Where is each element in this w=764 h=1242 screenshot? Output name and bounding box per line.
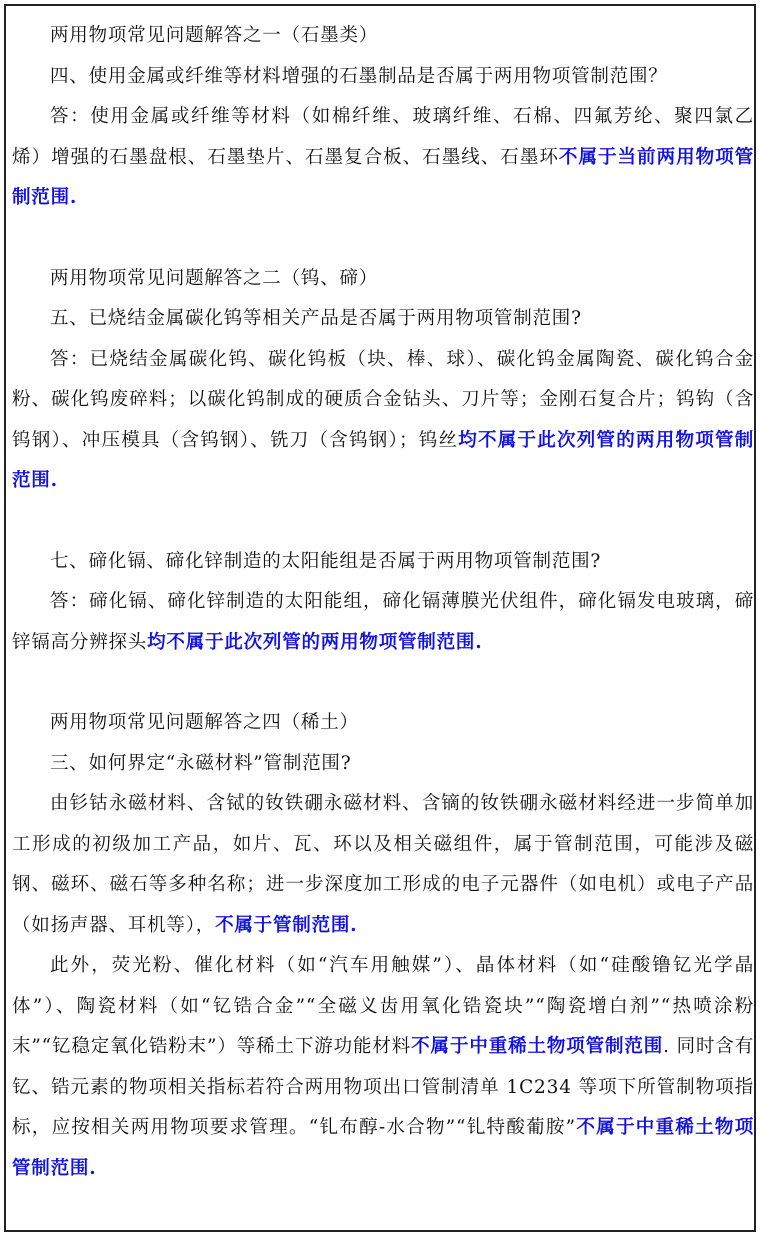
section-1-heading: 两用物项常见问题解答之一（石墨类） — [50, 25, 379, 46]
section-4-p2-highlight-b: 不属于中重稀土物项管制范围. — [12, 1117, 754, 1179]
section-2-answer — [12, 340, 754, 502]
section-2-answer-text: 答：已烧结金属碳化钨、碳化钨板（块、棒、球）、碳化钨金属陶瓷、碳化钨合金粉、碳化钨废碎料；以碳化钨制成的硬质合金钻头、刀片等；金刚石复合片；钨钩（含钨钢）、冲压模具（含钨钢）、铣刀（含钨钢）；钨丝 — [12, 348, 754, 451]
section-4-p2-highlight-a: 不属于中重稀土物项管制范围 — [411, 1036, 664, 1057]
section-2-heading: 两用物项常见问题解答之二（钨、碲） — [50, 267, 379, 289]
section-4-paragraph-2 — [12, 946, 754, 1189]
section-2-answer-highlight: 均不属于此次列管的两用物项管制范围. — [12, 429, 754, 491]
section-4-p2-text-a: 此外，荧光粉、催化材料（如“汽车用触媒”）、晶体材料（如“硅酸镥钇光学晶体”）、陶瓷材料（如“钇锆合金”“全磁义齿用氧化锆瓷块”“陶瓷增白剂”“热喷涂粉末”“钇稳定氧化锆粉末”）等稀土下游功能材料 — [12, 955, 754, 1057]
section-1-answer — [12, 97, 754, 219]
section-3-answer-text: 答：碲化镉、碲化锌制造的太阳能组，碲化镉薄膜光伏组件，碲化镉发电玻璃，碲锌镉高分辨探头 — [12, 591, 754, 653]
document-body — [12, 16, 754, 1189]
section-4-paragraph-1 — [12, 784, 754, 946]
section-1-answer-highlight: 不属于当前两用物项管制范围. — [12, 146, 754, 208]
section-4-p1-text: 由钐钴永磁材料、含铽的钕铁硼永磁材料、含镝的钕铁硼永磁材料经进一步简单加工形成的初级加工产品，如片、瓦、环以及相关磁组件，属于管制范围，可能涉及磁钢、磁环、磁石等多种名称；进一步深度加工形成的电子元器件（如电机）或电子产品（如扬声器、耳机等）， — [12, 793, 754, 936]
section-1-question: 四、使用金属或纤维等材料增强的石墨制品是否属于两用物项管制范围？ — [50, 65, 668, 87]
section-4-p1-highlight: 不属于管制范围. — [215, 914, 358, 936]
section-3-question: 七、碲化镉、碲化锌制造的太阳能组是否属于两用物项管制范围? — [50, 550, 602, 572]
section-spacer — [12, 502, 754, 542]
section-3-answer — [12, 582, 754, 663]
section-4-heading: 两用物项常见问题解答之四（稀土） — [50, 712, 359, 733]
section-1-answer-text: 答：使用金属或纤维等材料（如棉纤维、玻璃纤维、石棉、四氟芳纶、聚四氯乙烯）增强的石墨盘根、石墨垫片、石墨复合板、石墨线、石墨环 — [12, 106, 754, 168]
section-4-question: 三、如何界定“永磁材料”管制范围? — [50, 752, 352, 774]
section-4-p2-text-b: . 同时含有钇、锆元素的物项相关指标若符合两用物项出口管制清单 1C234 等项下所管制物项指标，应按相关两用物项要求管理。“钆布醇-水合物”“钆特酸葡胺” — [12, 1036, 755, 1138]
section-spacer — [12, 663, 754, 703]
section-2-question: 五、已烧结金属碳化钨等相关产品是否属于两用物项管制范围? — [50, 308, 582, 329]
section-3-answer-highlight: 均不属于此次列管的两用物项管制范围. — [147, 631, 483, 653]
section-spacer — [12, 219, 754, 259]
